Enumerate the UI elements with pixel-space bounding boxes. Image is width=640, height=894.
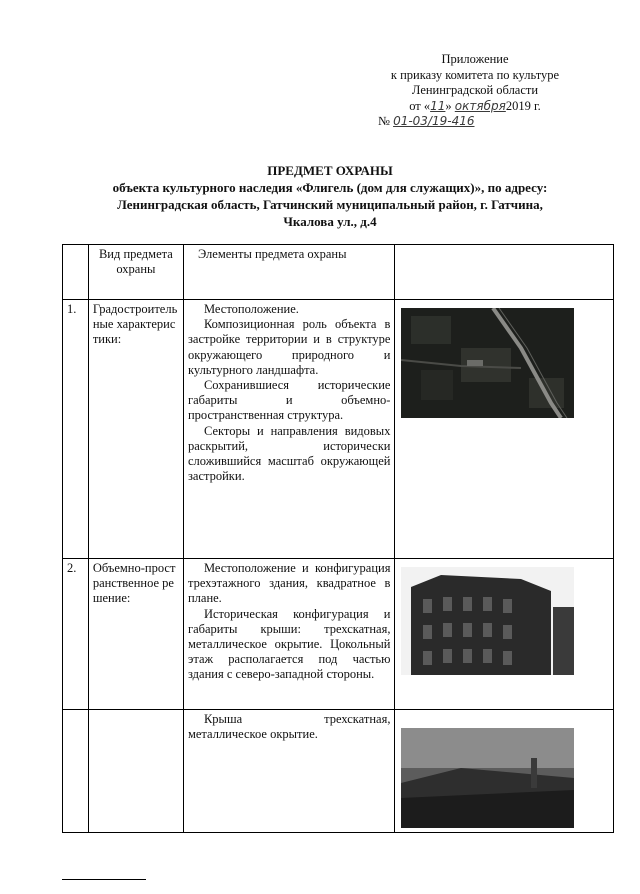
- row-elements: Крыша трехскатная, металлическое окрытие.: [183, 710, 394, 833]
- title-address-2: Чкалова ул., д.4: [283, 214, 377, 229]
- row-number: [63, 710, 89, 833]
- row-photo-cell: [395, 710, 614, 833]
- appendix-block: [360, 52, 590, 130]
- protection-table: [62, 244, 614, 833]
- table-row: [63, 300, 614, 559]
- header-type: Вид предмета охраны: [88, 245, 183, 300]
- row-elements: Местоположение. Композиционная роль объекта в застройке территории и в структуре окружающего природного и культурного ландшафта. Сохранившиеся исторические габариты и объемно-пространственная структура. Секторы и направления видовых раскрытий, исторически сложившийся масштаб окружающей застройки.: [183, 300, 394, 559]
- date-month: октября: [454, 98, 506, 113]
- footer-separator: [62, 879, 146, 880]
- header-photo: [395, 245, 614, 300]
- order-number: 01-03/19-416: [393, 114, 475, 128]
- title-heading: ПРЕДМЕТ ОХРАНЫ: [267, 163, 393, 178]
- row-elements: Местоположение и конфигурация трехэтажного здания, квадратное в плане. Историческая конфигурация и габариты крыши: трехскатная, металлическое окрытие. Цокольный этаж располагается под частью здания с северо-западной стороны.: [183, 559, 394, 710]
- row-type: Градостроительные характеристики:: [88, 300, 183, 559]
- title-address-1: Ленинградская область, Гатчинский муниципальный район, г. Гатчина,: [117, 197, 543, 212]
- table-row: [63, 710, 614, 833]
- appendix-label: Приложение: [441, 52, 509, 66]
- row-photo-cell: [395, 300, 614, 559]
- table-header-row: [63, 245, 614, 300]
- date-day: 11: [430, 98, 446, 113]
- row-number: 1.: [63, 300, 89, 559]
- header-num: [63, 245, 89, 300]
- table-row: [63, 559, 614, 710]
- title-object: объекта культурного наследия «Флигель (дом для служащих)», по адресу:: [112, 180, 548, 195]
- building-facade-photo: [401, 567, 574, 675]
- appendix-region: Ленинградской области: [411, 83, 539, 97]
- row-photo-cell: [395, 559, 614, 710]
- appendix-number: № 01-03/19-416: [378, 114, 475, 128]
- document-title: [60, 162, 600, 230]
- header-elements: Элементы предмета охраны: [183, 245, 394, 300]
- roof-photo: [401, 728, 574, 828]
- appendix-order-ref: к приказу комитета по культуре: [390, 67, 560, 82]
- row-type: [88, 710, 183, 833]
- row-number: 2.: [63, 559, 89, 710]
- aerial-map-photo: [401, 308, 574, 418]
- row-type: Объемно-пространственное решение:: [88, 559, 183, 710]
- appendix-date: от «11» октября2019 г.: [409, 98, 541, 113]
